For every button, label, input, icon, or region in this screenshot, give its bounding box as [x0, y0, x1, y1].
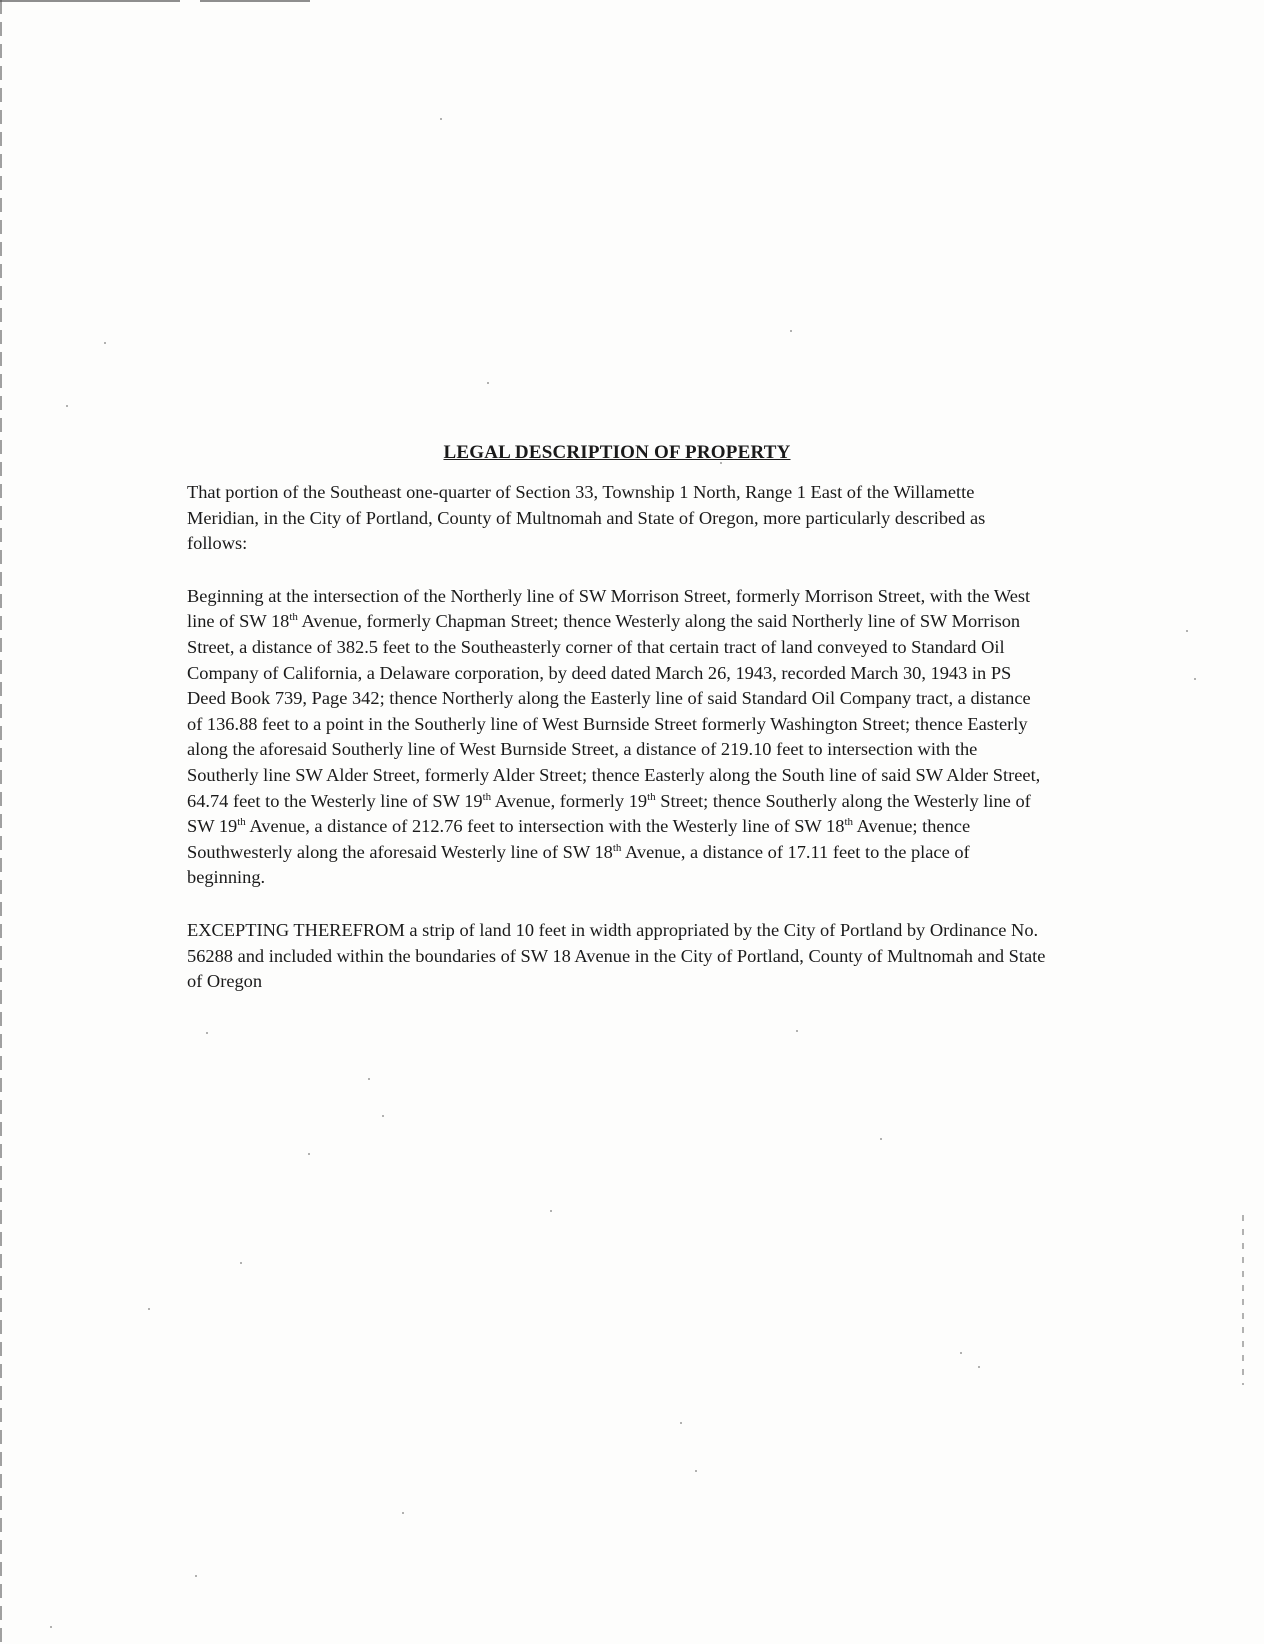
paragraph-text: Avenue, a distance of 212.76 feet to intersection with the Westerly line of SW 18 [245, 816, 845, 837]
paragraph-text: Avenue, a distance of 17.11 feet to the place of beginning. [187, 841, 970, 888]
document-title: LEGAL DESCRIPTION OF PROPERTY [443, 442, 791, 463]
scan-speck [796, 1030, 798, 1032]
exception-paragraph: EXCEPTING THEREFROM a strip of land 10 feet in width appropriated by the City of Portland by Ordinance No. 56288 and included within the boundaries of SW 18 Avenue in the City of Portland, County of Multnomah and State of Oregon [187, 919, 1046, 992]
intro-paragraph: That portion of the Southeast one-quarter of Section 33, Township 1 North, Range 1 East of the Willamette Meridian, in the City of Portland, County of Multnomah and State of Oregon, more particularly described as follows: [187, 482, 986, 554]
scan-speck [195, 1575, 197, 1577]
scan-speck [695, 1470, 697, 1472]
ordinal-suffix: th [844, 816, 853, 829]
scan-speck [66, 405, 68, 407]
scan-speck [487, 382, 489, 384]
scan-speck [368, 1078, 370, 1080]
scan-edge-top [0, 0, 310, 2]
ordinal-suffix: th [647, 790, 656, 803]
scan-speck [402, 1512, 404, 1514]
scan-speck [880, 1138, 882, 1140]
paragraph-text: Avenue; thence Southwesterly along the aforesaid Westerly line of SW 18 [187, 816, 971, 862]
legal-description-body [187, 442, 1047, 1022]
scan-speck [960, 1352, 962, 1354]
scan-speck [240, 1262, 242, 1264]
scan-speck [790, 330, 792, 332]
scan-speck [680, 1422, 682, 1424]
scan-speck [148, 1308, 150, 1310]
scan-speck [104, 342, 106, 344]
scan-edge-right [1242, 1215, 1244, 1385]
scan-speck [382, 1115, 384, 1117]
paragraph-text: Beginning at the intersection of the Northerly line of SW Morrison Street, formerly Morrison Street, with the West line of SW 18 [187, 585, 1031, 632]
paragraph-text: Street; thence Southerly along the Westerly line of SW 19 [187, 790, 1031, 837]
scan-speck [308, 1153, 310, 1155]
paragraph-text: Avenue, formerly Chapman Street; thence Westerly along the said Northerly line of SW Morrison Street, a distance of 382.5 feet to the Southeasterly corner of that certain tract of land conveyed to Standard Oil Company of California, a Delaware corporation, by deed dated March 26, 1943, recorded March 30, 1943 in PS Deed Book 739, Page 342; thence Northerly along the Easterly line of said Standard Oil Company tract, a distance of 136.88 feet to a point in the Southerly line of West Burnside Street formerly Washington Street; thence Easterly along the aforesaid Southerly line of West Burnside Street, a distance of 219.10 feet to intersection with the Southerly line SW Alder Street, formerly Alder Street; thence Easterly along the South line of said SW Alder Street, 64.74 feet to the Westerly line of SW 19 [187, 611, 1041, 811]
scan-speck [50, 1626, 52, 1628]
scan-speck [1186, 630, 1188, 632]
scan-speck [1194, 678, 1196, 680]
boundary-description-paragraph [187, 584, 1047, 891]
ordinal-suffix: th [612, 841, 622, 854]
ordinal-suffix: th [237, 816, 246, 829]
scan-speck [440, 118, 442, 120]
ordinal-suffix: th [482, 790, 492, 803]
scan-speck [978, 1366, 980, 1368]
scan-speck [206, 1032, 208, 1034]
ordinal-suffix: th [289, 611, 298, 624]
scan-edge-left [0, 0, 2, 1644]
scan-speck [550, 1210, 552, 1212]
paragraph-text: Avenue, formerly 19 [491, 790, 648, 811]
